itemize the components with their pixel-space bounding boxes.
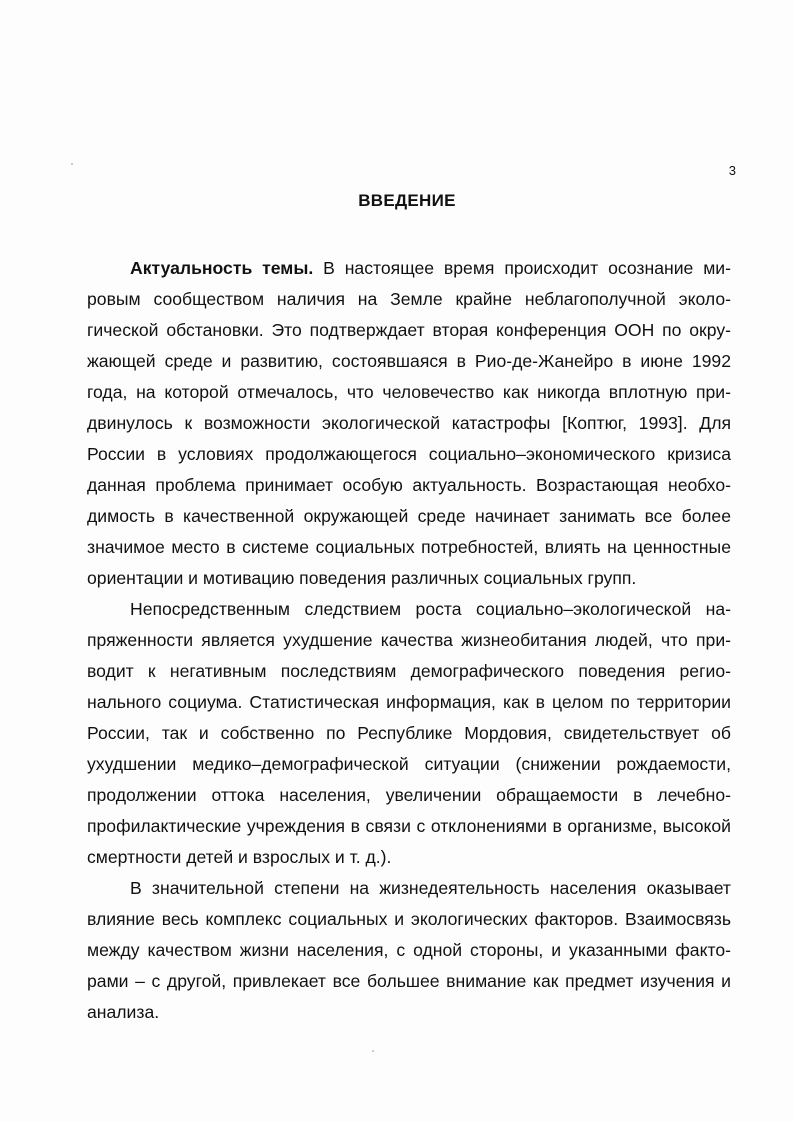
paragraph-text: Непосредственным следствием роста социально–экологической напряженности является ухудшение качества жизнеобитания людей, что приводит к негативным последствиям демографического поведения регионального социума. Статистическая информация, как в целом по территории России, так и собственно по Республике Мордовия, свидетельствует об ухудшении медико–демографической ситуации (снижении рождаемости, продолжении оттока населения, увеличении обращаемости в лечебно-профилактические учреждения в связи с отклонениями в организме, высокой смертности детей и взрослых и т. д.). (87, 599, 731, 867)
paragraph-text: В значительной степени на жизнедеятельность населения оказывает влияние весь комплекс социальных и экологических факторов. Взаимосвязь между качеством жизни населения, с одной стороны, и указанными факторами – с другой, привлекает все большее внимание как предмет изучения и анализа. (87, 878, 731, 1022)
scan-speck (71, 163, 73, 165)
section-heading: ВВЕДЕНИЕ (358, 191, 456, 210)
paragraph-consequences (87, 594, 731, 873)
paragraph-lead: Актуальность темы. (130, 258, 314, 278)
paragraph-factors (87, 873, 731, 1028)
body-text (87, 253, 731, 1028)
paragraph-text: В настоящее время происходит осознание мировым сообществом наличия на Земле крайне неблагополучной экологической обстановки. Это подтверждает вторая конференция ООН по окружающей среде и развитию, состоявшаяся в Рио-де-Жанейро в июне 1992 года, на которой отмечалось, что человечество как никогда вплотную придвинулось к возможности экологической катастрофы [Коптюг, 1993]. Для России в условиях продолжающегося социально–экономического кризиса данная проблема принимает особую актуальность. Возрастающая необходимость в качественной окружающей среде начинает занимать все более значимое место в системе социальных потребностей, влиять на ценностные ориентации и мотивацию поведения различных социальных групп. (87, 258, 731, 588)
scan-speck (372, 1050, 374, 1052)
page-number: 3 (728, 163, 736, 178)
paragraph-relevance (87, 253, 731, 594)
